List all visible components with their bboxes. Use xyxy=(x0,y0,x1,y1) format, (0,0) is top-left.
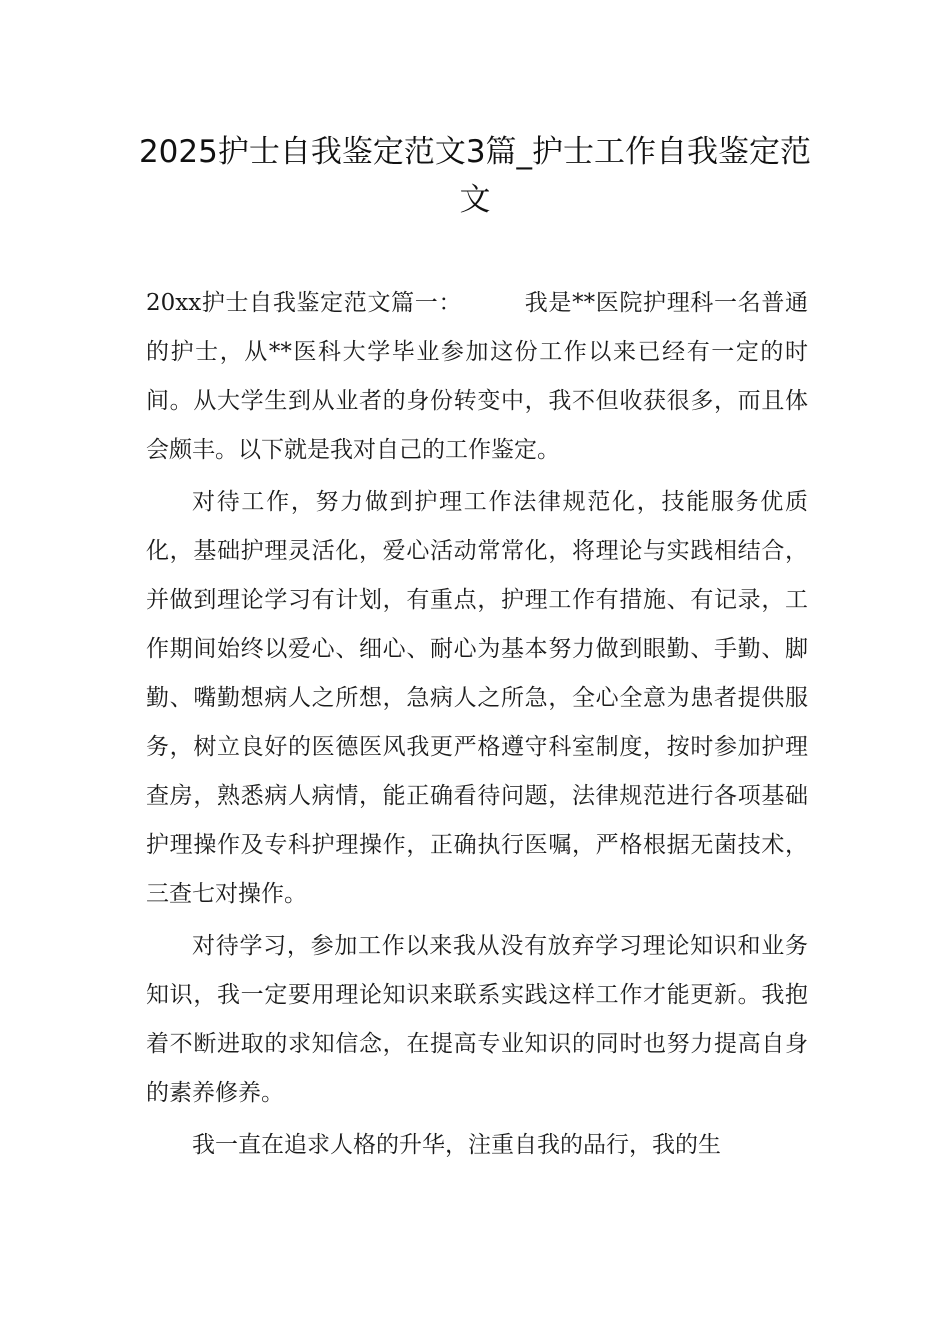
document-body xyxy=(146,279,808,1173)
document-title: 2025护士自我鉴定范文3篇_护士工作自我鉴定范文 xyxy=(138,134,812,218)
paragraph-character: 我一直在追求人格的升华，注重自我的品行，我的生 xyxy=(192,1132,721,1158)
intro-text: 我是**医院护理科一名普通的护士，从**医科大学毕业参加这份工作以来已经有一定的时间。从大学生到从业者的身份转变中，我不但收获很多，而且体会颇丰。以下就是我对自己的工作鉴定。 xyxy=(146,290,809,463)
paragraph-study: 对待学习，参加工作以来我从没有放弃学习理论知识和业务知识，我一定要用理论知识来联系实践这样工作才能更新。我抱着不断进取的求知信念，在提高专业知识的同时也努力提高自身的素养修养。 xyxy=(146,933,808,1106)
intro-heading: 20xx护士自我鉴定范文篇一： xyxy=(146,290,463,316)
intro-paragraph xyxy=(146,279,808,475)
paragraph-work: 对待工作，努力做到护理工作法律规范化，技能服务优质化，基础护理灵活化，爱心活动常常化，将理论与实践相结合，并做到理论学习有计划，有重点，护理工作有措施、有记录，工作期间始终以爱心、细心、耐心为基本努力做到眼勤、手勤、脚勤、嘴勤想病人之所想，急病人之所急，全心全意为患者提供服务，树立良好的医德医风我更严格遵守科室制度，按时参加护理查房，熟悉病人病情，能正确看待问题，法律规范进行各项基础护理操作及专科护理操作，正确执行医嘱，严格根据无菌技术，三查七对操作。 xyxy=(146,489,808,907)
